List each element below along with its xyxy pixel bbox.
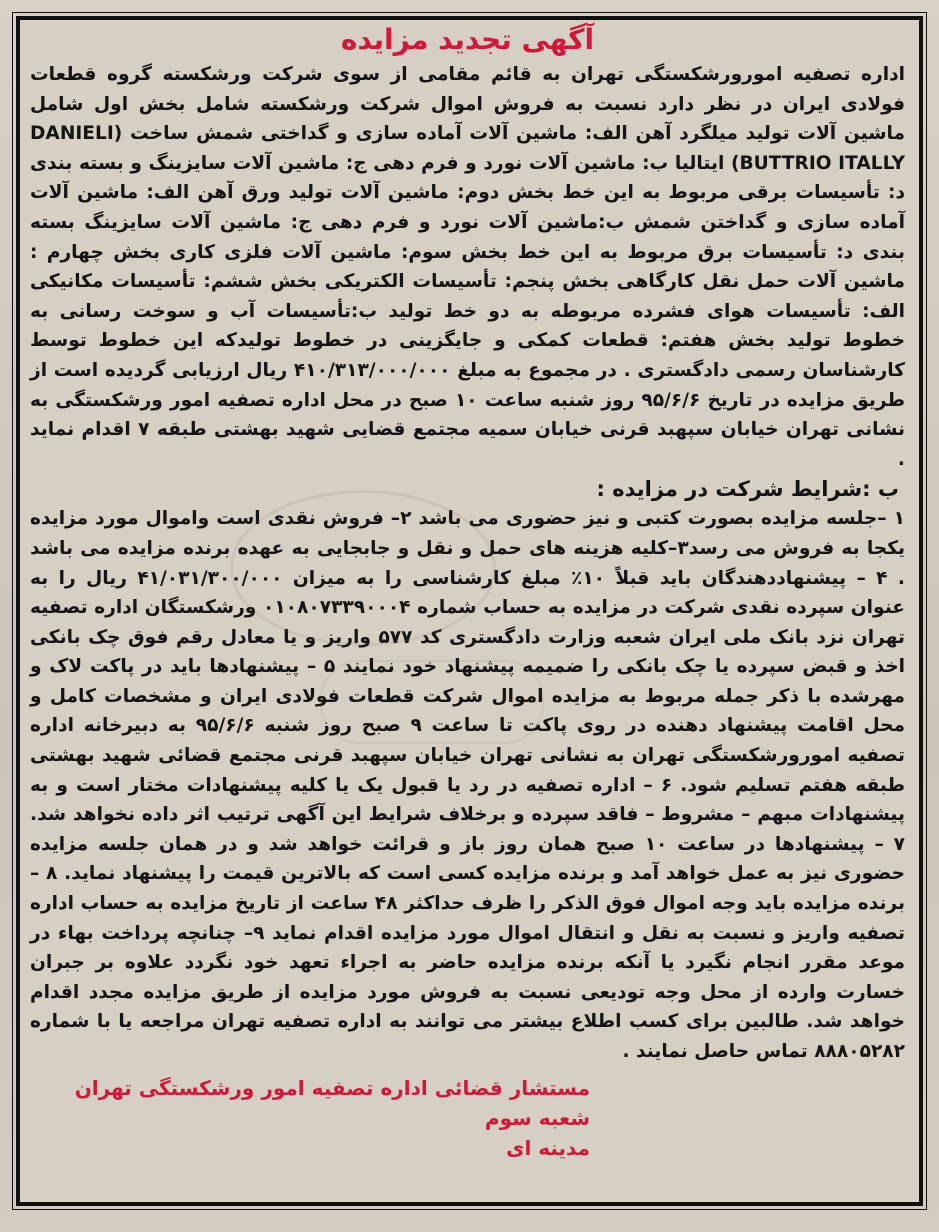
ad-title: آگهی تجدید مزایده: [340, 23, 595, 56]
conditions-heading: ب :شرایط شرکت در مزایده :: [596, 477, 899, 502]
signature-title: مستشار قضائی اداره تصفیه امور ورشکستگی تهران شعبه سوم: [74, 1075, 590, 1130]
ad-frame: [16, 16, 923, 1206]
conditions-paragraph: ۱ –جلسه مزایده بصورت کتبی و نیز حضوری می باشد ۲– فروش نقدی است واموال مورد مزایده یکجا به فروش می رسد۳–کلیه هزینه های حمل و نقل و جابجایی به عهده برنده مزایده می باشد . ۴ – پیشنهاددهندگان باید قبلاً ۱۰٪ مبلغ کارشناسی را به میزان ۴۱/۰۳۱/۳۰۰/۰۰۰ ریال را به عنوان سپرده نقدی شرکت در مزایده به حساب شماره ۰۱۰۸۰۷۳۳۹۰۰۰۴ ورشکستگان اداره تصفیه تهران نزد بانک ملی ایران شعبه وزارت دادگستری کد ۵۷۷ واریز و یا معادل رقم فوق چک بانکی اخذ و قبض سپرده یا چک بانکی را ضمیمه پیشنهاد خود نمایند ۵ – پیشنهادها باید در پاکت لاک و مهرشده با ذکر جمله مربوط به مزایده اموال شرکت قطعات فولادی ایران و مشخصات کامل و محل اقامت پیشنهاد دهنده در روی پاکت تا ساعت ۹ صبح روز شنبه ۹۵/۶/۶ به دبیرخانه اداره تصفیه امورورشکستگی تهران به نشانی تهران خیابان سپهبد قرنی مجتمع قضائی شهید بهشتی طبقه هفتم تسلیم شود. ۶ – اداره تصفیه در رد یا قبول یک یا کلیه پیشنهادات مختار است و به پیشنهادات مبهم – مشروط – فاقد سپرده و برخلاف شرایط این آگهی ترتیب اثر داده نخواهد شد. ۷ – پیشنهادها در ساعت ۱۰ صبح همان روز باز و قرائت خواهد شد و در همان جلسه مزایده حضوری نیز به عمل خواهد آمد و برنده مزایده کسی است که بالاترین قیمت را پیشنهاد نماید. ۸ – برنده مزایده باید وجه اموال فوق الذکر را ظرف حداکثر ۴۸ ساعت از تاریخ مزایده به حساب اداره تصفیه واریز و نسبت به نقل و انتقال اموال مورد مزایده اقدام نماید ۹– چنانچه پرداخت بهاء در موعد مقرر انجام نگیرد یا آنکه برنده مزایده حاضر به اجراء تعهد خود نگردد علاوه بر جبران خسارت وارده از محل وجه تودیعی نسبت به فروش مورد مزایده از طریق مزایده مجدد اقدام خواهد شد. طالبین برای کسب اطلاع بیشتر می توانند به اداره تصفیه تهران مراجعه یا با شماره ۸۸۸۰۵۲۸۲ تماس حاصل نمایند .: [30, 508, 906, 1062]
ad-intro-paragraph: اداره تصفیه امورورشکستگی تهران به قائم مقامی از سوی شرکت ورشکسته گروه قطعات فولادی ایران در نظر دارد نسبت به فروش اموال شرکت ورشکسته شامل بخش اول شامل ماشین آلات تولید میلگرد آهن الف: ماشین آلات آماده سازی و گداختی شمش ساخت (DANIELI BUTTRIO ITALLY) ایتالیا ب: ماشین آلات نورد و فرم دهی ج: ماشین آلات سایزینگ و بسته بندی د: تأسیسات برقی مربوط به این خط بخش دوم: ماشین آلات تولید ورق آهن الف: ماشین آلات آماده سازی و گداختن شمش ب:ماشین آلات نورد و فرم دهی ج: ماشین آلات سایزینگ بسته بندی د: تأسیسات برق مربوط به این خط بخش سوم: ماشین آلات فلزی کاری بخش چهارم : ماشین آلات حمل نقل کارگاهی بخش پنجم: تأسیسات الکتریکی بخش ششم: تأسیسات مکانیکی الف: تأسیسات هوای فشرده مربوطه به دو خط تولید ب:تأسیسات آب و سوخت رسانی به خطوط تولید بخش هفتم: قطعات کمکی و جایگزینی در خطوط تولیدکه این خطوط توسط کارشناسان رسمی دادگستری . در مجموع به مبلغ ۴۱۰/۳۱۳/۰۰۰/۰۰۰ ریال ارزیابی گردیده است از طریق مزایده در تاریخ ۹۵/۶/۶ روز شنبه ساعت ۱۰ صبح در محل اداره تصفیه امور ورشکستگی به نشانی تهران خیابان سپهبد قرنی خیابان سمیه مجتمع قضایی شهید بهشتی طبقه ۷ اقدام نماید .: [30, 64, 906, 470]
signature-name: مدینه ای: [506, 1135, 590, 1160]
signature-block: [30, 1073, 596, 1163]
